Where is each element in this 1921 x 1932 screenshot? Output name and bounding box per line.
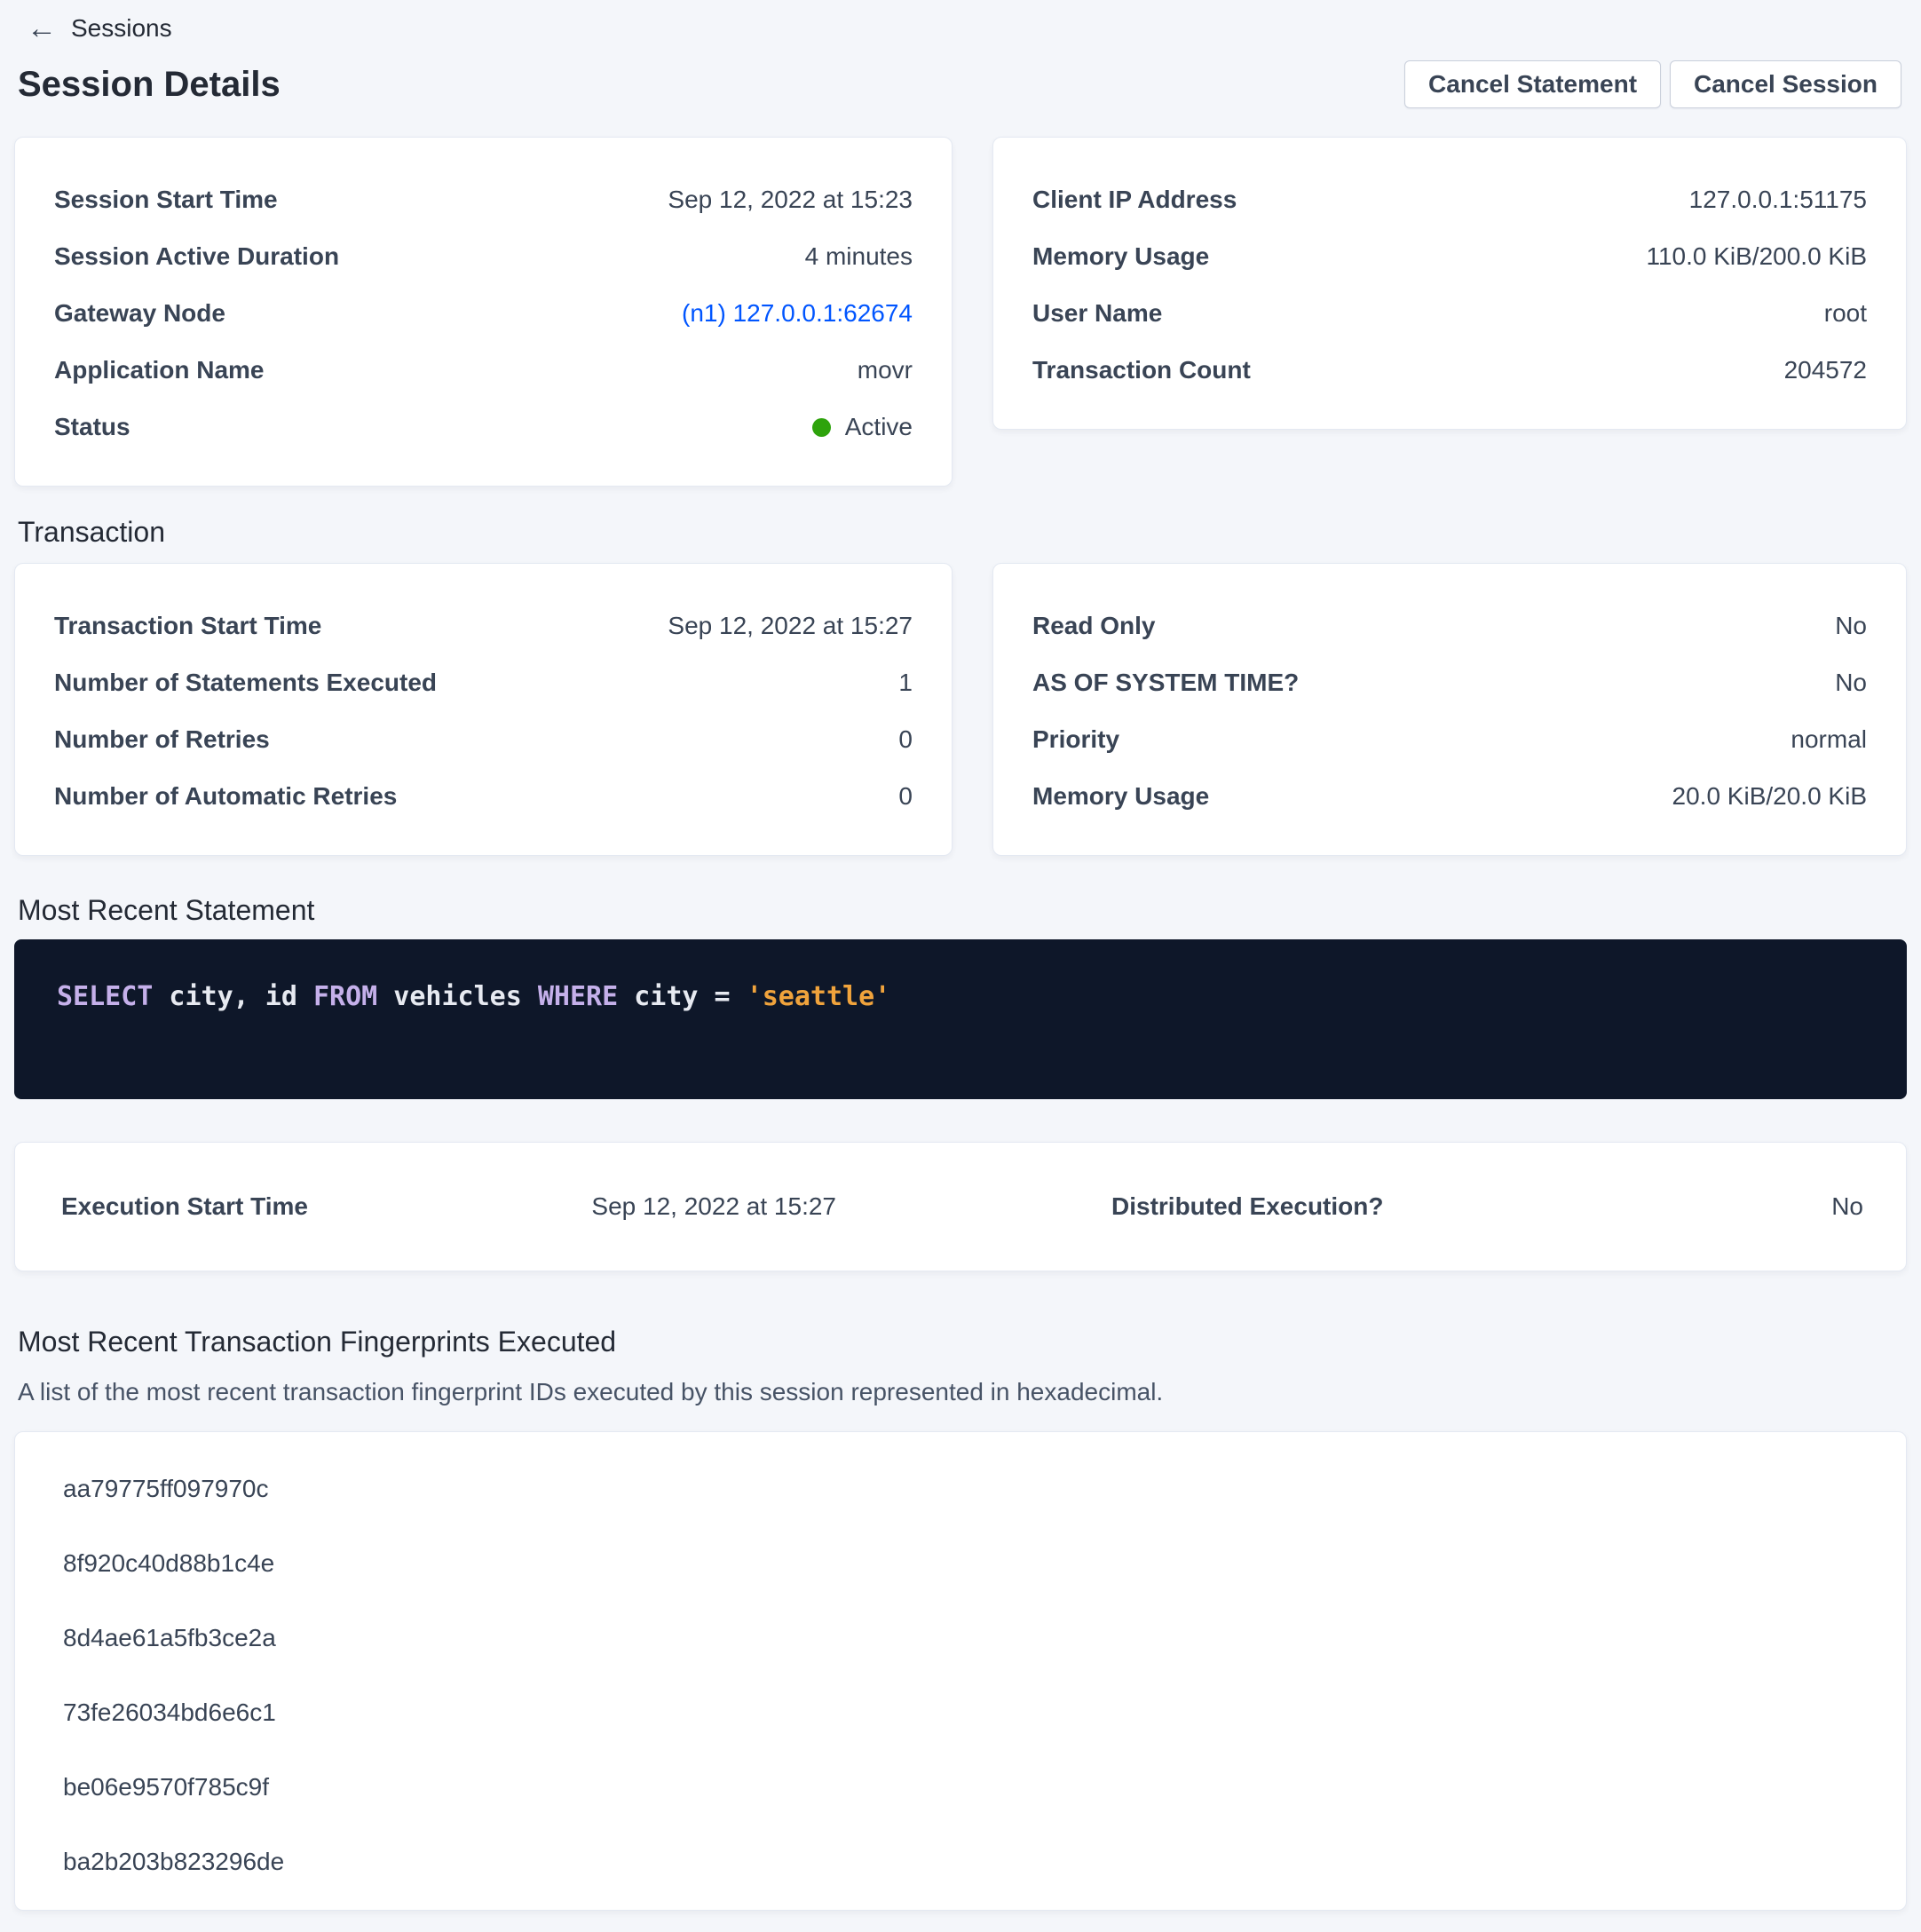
row-value: 204572	[1783, 356, 1867, 384]
sql-token: SELECT	[57, 981, 154, 1012]
sql-token: FROM	[313, 981, 378, 1012]
row-label: AS OF SYSTEM TIME?	[1032, 669, 1300, 696]
row-value: Sep 12, 2022 at 15:27	[591, 1192, 836, 1220]
header-actions	[1404, 60, 1901, 108]
summary-row	[54, 711, 913, 768]
summary-row	[54, 285, 913, 342]
sql-token: city =	[618, 981, 747, 1012]
summary-row	[1032, 654, 1867, 711]
row-label: Read Only	[1032, 612, 1156, 639]
summary-row	[54, 228, 913, 285]
row-value: 20.0 KiB/20.0 KiB	[1672, 782, 1867, 810]
summary-row	[1032, 598, 1867, 654]
transaction-fingerprint-id: 8d4ae61a5fb3ce2a	[63, 1624, 276, 1651]
client-info-card	[992, 137, 1907, 430]
statement-section-heading: Most Recent Statement	[18, 894, 315, 926]
row-value: Active	[844, 413, 913, 440]
execution-info-card	[14, 1142, 1907, 1271]
fingerprints-section-heading: Most Recent Transaction Fingerprints Executed	[18, 1326, 617, 1358]
page-header	[14, 60, 1907, 108]
summary-row	[54, 171, 913, 228]
session-summary-grid	[14, 137, 1907, 487]
row-value: No	[1835, 669, 1867, 696]
distributed-execution-row	[960, 1191, 1863, 1223]
row-value: No	[1831, 1192, 1863, 1220]
row-value: movr	[857, 356, 913, 384]
summary-row	[1032, 171, 1867, 228]
row-label: Number of Statements Executed	[54, 669, 437, 696]
transaction-props-card	[992, 563, 1907, 856]
row-label: Number of Retries	[54, 725, 270, 753]
row-value: normal	[1791, 725, 1867, 753]
row-value: 127.0.0.1:51175	[1688, 186, 1867, 213]
summary-row	[1032, 285, 1867, 342]
row-value: root	[1823, 299, 1867, 327]
sql-token: city, id	[153, 981, 313, 1012]
session-info-card	[14, 137, 953, 487]
transaction-fingerprint-id: be06e9570f785c9f	[63, 1773, 269, 1801]
status-active-dot-icon	[812, 418, 831, 437]
row-label: Distributed Execution?	[1111, 1192, 1384, 1220]
row-label: Memory Usage	[1032, 242, 1210, 270]
sql-token: vehicles	[377, 981, 538, 1012]
row-value: 0	[898, 782, 913, 810]
summary-row	[54, 399, 913, 455]
row-value: 110.0 KiB/200.0 KiB	[1646, 242, 1867, 270]
sql-statement-box	[14, 939, 1907, 1099]
summary-row	[1032, 711, 1867, 768]
row-value: 1	[898, 669, 913, 696]
cancel-statement-button[interactable]: Cancel Statement	[1404, 60, 1661, 108]
sql-token: 'seattle'	[746, 981, 891, 1012]
transaction-fingerprint-id: 73fe26034bd6e6c1	[63, 1698, 276, 1726]
row-label: Gateway Node	[54, 299, 225, 327]
summary-row	[54, 342, 913, 399]
row-label: Priority	[1032, 725, 1120, 753]
fingerprints-card	[14, 1431, 1907, 1911]
transaction-section-heading: Transaction	[18, 516, 165, 548]
row-label: Session Active Duration	[54, 242, 340, 270]
summary-row	[54, 654, 913, 711]
transaction-grid	[14, 563, 1907, 856]
cancel-session-button[interactable]: Cancel Session	[1670, 60, 1901, 108]
row-value: 4 minutes	[804, 242, 913, 270]
row-value: No	[1835, 612, 1867, 639]
summary-row	[54, 598, 913, 654]
row-value: 0	[898, 725, 913, 753]
row-value: Sep 12, 2022 at 15:23	[668, 186, 913, 213]
transaction-fingerprint-id: ba2b203b823296de	[63, 1848, 285, 1875]
fingerprints-description: A list of the most recent transaction fingerprint IDs executed by this session represented in hexadecimal.	[18, 1378, 1164, 1405]
transaction-fingerprint-id: aa79775ff097970c	[63, 1475, 269, 1502]
sql-token: WHERE	[537, 981, 619, 1012]
row-label: Execution Start Time	[61, 1192, 309, 1220]
row-label: Memory Usage	[1032, 782, 1210, 810]
summary-row	[1032, 342, 1867, 399]
summary-row	[54, 768, 913, 825]
back-link-label: Sessions	[71, 14, 172, 42]
back-to-sessions-link[interactable]	[27, 11, 172, 46]
transaction-fingerprint-id: 8f920c40d88b1c4e	[63, 1549, 275, 1577]
back-arrow-icon: ←	[27, 12, 57, 45]
row-label: Transaction Start Time	[54, 612, 322, 639]
transaction-info-card	[14, 563, 953, 856]
row-value[interactable]: (n1) 127.0.0.1:62674	[682, 299, 913, 327]
row-label: Transaction Count	[1032, 356, 1251, 384]
row-label: User Name	[1032, 299, 1163, 327]
row-value: Sep 12, 2022 at 15:27	[668, 612, 913, 639]
row-label: Status	[54, 413, 130, 440]
row-label: Number of Automatic Retries	[54, 782, 398, 810]
row-label: Client IP Address	[1032, 186, 1237, 213]
summary-row	[1032, 228, 1867, 285]
summary-row	[1032, 768, 1867, 825]
execution-start-row	[58, 1191, 960, 1223]
row-label: Session Start Time	[54, 186, 278, 213]
page-title: Session Details	[18, 64, 281, 104]
row-label: Application Name	[54, 356, 265, 384]
